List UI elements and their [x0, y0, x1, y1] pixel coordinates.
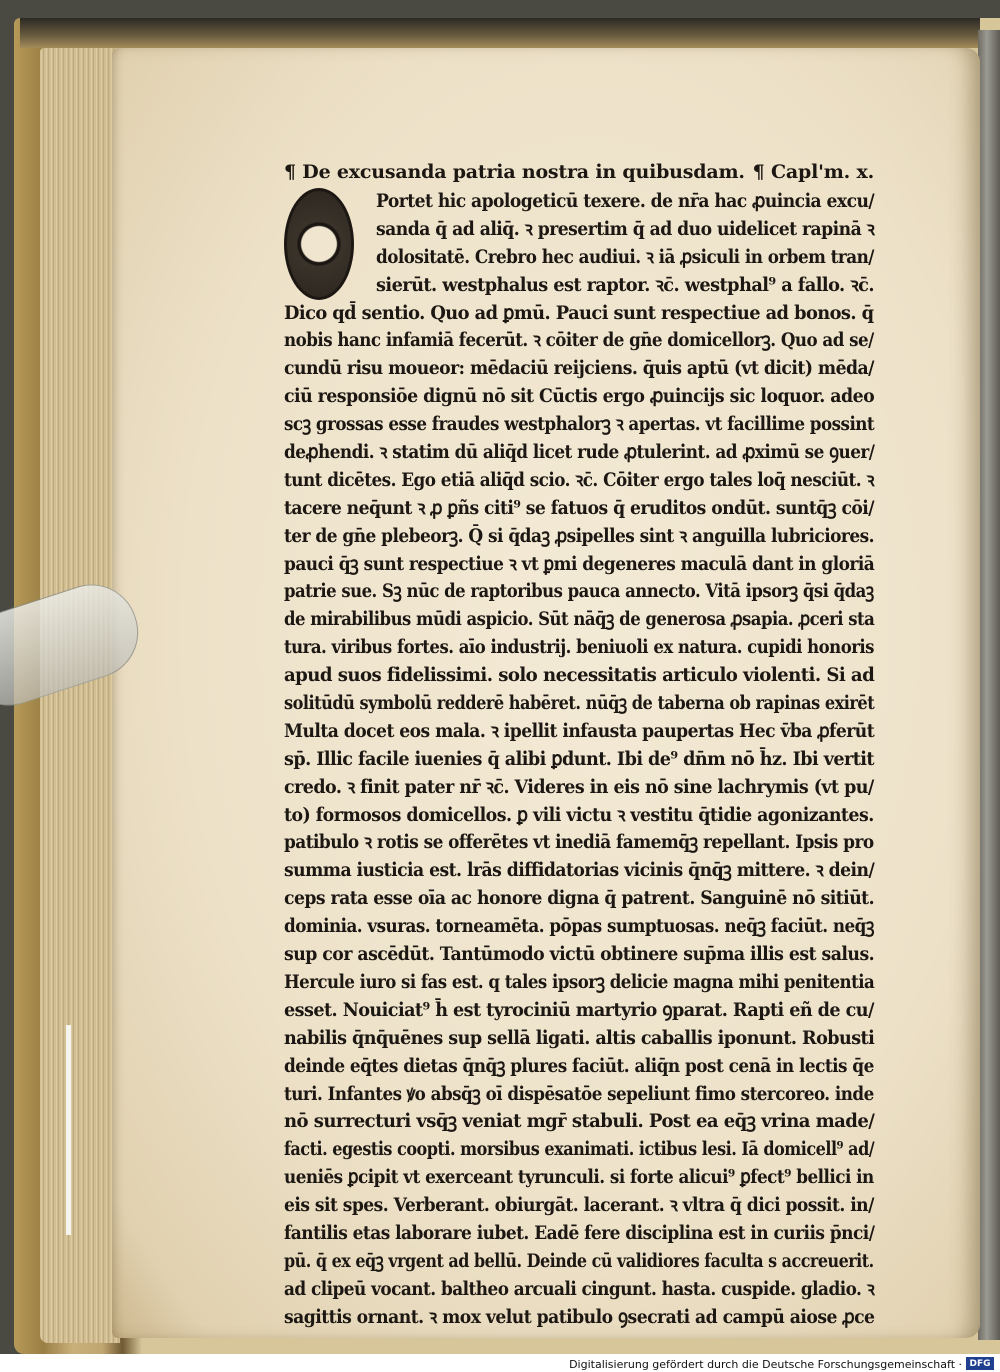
- text-line-content: ceps rata esse oīa ac honore digna q̄ patrent. Sanguinē nō sitiūt.: [284, 887, 875, 910]
- text-line-content: ueniēs ꝑcipit vt exerceant tyrunculi. si forte alicui⁹ ꝑfect⁹ bellici in: [284, 1166, 874, 1189]
- text-line-content: eis sit spes. Verberant. obiurgāt. lacerant. ꝛ vltra q̄ dici possit. in/: [284, 1194, 874, 1217]
- text-line-content: ter de gn̄e plebeorꝫ. Q̄ si q̄daꝫ ꝓsipelles sint ꝛ anguilla lubriciores.: [284, 524, 875, 547]
- text-line-content: dominia. vsuras. torneamēta. pōpas sumptuosas. neq̄ꝫ faciūt. neq̄ꝫ: [284, 915, 874, 938]
- footer-bar: [0, 1354, 1000, 1372]
- text-line: [284, 997, 874, 1025]
- chapter-heading: [284, 158, 874, 186]
- binding-strip: [978, 30, 1000, 1340]
- text-line: [284, 467, 874, 495]
- text-line: [284, 829, 874, 857]
- bookmark-strip: [66, 1025, 71, 1235]
- text-line-content: to) formosos domicellos. ꝑ vili victu ꝛ vestitu q̄tidie agonizantes.: [284, 803, 874, 826]
- text-line-content: Dico qd̄ sentio. Quo ad ꝑmū. Pauci sunt respectiue ad bonos. q̄: [284, 301, 874, 324]
- text-line: [284, 495, 874, 523]
- text-line: [284, 300, 874, 328]
- text-line-content: Hercule iuro si fas est. q tales ipsorꝫ delicie magna mihi penitentia: [284, 970, 875, 993]
- text-line-content: de mirabilibus mūdi aspicio. Sūt nāq̄ꝫ de generosa ꝓsapia. ꝓceri sta: [284, 608, 875, 631]
- text-line: [284, 327, 874, 355]
- text-line: [284, 1025, 874, 1053]
- text-line-content: tunt dicētes. Ego etiā aliq̄d scio. ꝛc̄. Cōiter ergo tales loq̄ nesciūt. ꝛ: [284, 468, 874, 491]
- text-line-content: ciū responsiōe dignū nō sit Cūctis ergo ꝓuincijs sic loquor. adeo: [284, 385, 875, 408]
- text-line-content: esset. Nouiciat⁹ h̄ est tyrociniū martyrio ꝯparat. Rapti eñ de cu/: [284, 998, 874, 1021]
- text-line: [284, 941, 874, 969]
- text-line: [284, 551, 874, 579]
- text-line-content: sup cor ascēdūt. Tantūmodo victū obtinere sup̄ma illis est salus.: [284, 943, 875, 966]
- text-line: [284, 272, 874, 300]
- text-line: [284, 662, 874, 690]
- text-line: [284, 718, 874, 746]
- heading-chapter-number: ¶ Capl'm. x.: [752, 161, 874, 183]
- page-edges: [40, 48, 120, 1343]
- text-line-content: cundū risu moueor: mēdaciū reijciens. q̄uis aptū (vt dicit) mēda/: [284, 357, 874, 380]
- text-line-content: deinde eq̄tes dietas q̄nq̄ꝫ plures faciūt. aliq̄n post cenā in lectis q̄e: [284, 1054, 874, 1077]
- text-line-content: nō surrecturi vsq̄ꝫ veniat mgr̄ stabuli. Post ea eq̄ꝫ vrina made/: [284, 1110, 875, 1133]
- heading-title: ¶ De excusanda patria nostra in quibusdam.: [284, 161, 745, 183]
- text-line-content: sanda q̄ ad aliq̄. ꝛ presertim q̄ ad duo uidelicet rapinā ꝛ: [376, 217, 875, 240]
- text-line: [284, 746, 874, 774]
- text-line: [284, 774, 874, 802]
- text-line: [284, 383, 874, 411]
- text-line-content: apud suos fidelissimi. solo necessitatis articulo violenti. Si ad: [284, 664, 875, 687]
- text-line: [284, 411, 874, 439]
- text-line-content: turi. Infantes ꝟo absq̄ꝫ oī dispēsatōe sepeliunt fimo stercoreo. inde: [284, 1082, 874, 1105]
- text-line-content: pauci q̄ꝫ sunt respectiue ꝛ vt ꝑmi degeneres maculā dant in gloriā: [284, 552, 875, 575]
- digitization-credit: Digitalisierung gefördert durch die Deutsche Forschungsgemeinschaft ·: [569, 1358, 962, 1371]
- text-line: [284, 690, 874, 718]
- text-line: [284, 1053, 874, 1081]
- text-line: [284, 1108, 874, 1136]
- decorated-initial: [284, 188, 354, 300]
- text-line: [284, 355, 874, 383]
- text-line-content: sierūt. westphalus est raptor. ꝛc̄. westphal⁹ a fallo. ꝛc̄.: [376, 273, 874, 296]
- text-line: [284, 216, 874, 244]
- text-line-content: tura. viribus fortes. aīo industrij. beniuoli ex natura. cupidi honoris: [284, 636, 874, 659]
- text-line-content: tacere neq̄unt ꝛ ꝓ ꝑñs citi⁹ se fatuos q̄ eruditos ondūt. suntq̄ꝫ cōi/: [284, 496, 875, 519]
- text-line: [284, 578, 874, 606]
- text-line: [284, 1164, 874, 1192]
- text-line: [284, 1136, 874, 1164]
- text-line-content: patrie sue. Sꝫ nūc de raptoribus pauca annecto. Vitā ipsorꝫ q̄si q̄daꝫ: [284, 580, 874, 603]
- text-block: [284, 158, 874, 1332]
- text-line-content: nabilis q̄nq̄uēnes sup sellā ligati. altis caballis iponunt. Robusti: [284, 1026, 875, 1049]
- text-line: [284, 188, 874, 216]
- text-line-content: facti. egestis coopti. morsibus exanimati. ictibus lesi. Iā domicell⁹ ad/: [284, 1138, 875, 1161]
- text-line: [284, 1220, 874, 1248]
- text-line-content: fantilis etas laborare iubet. Eadē fere disciplina est in curiis p̄nci/: [284, 1221, 875, 1244]
- text-line: [284, 969, 874, 997]
- text-line: [284, 802, 874, 830]
- text-line: [284, 606, 874, 634]
- text-line-content: sp̄. Illic facile iuenies q̄ alibi ꝑdunt. Ibi de⁹ dn̄m nō h̄z. Ibi vertit: [284, 747, 875, 770]
- text-line-content: credo. ꝛ finit pater nr̄ ꝛc̄. Videres in eis nō sine lachrymis (vt pu/: [284, 775, 874, 798]
- text-line: [284, 1248, 874, 1276]
- text-line: [284, 1192, 874, 1220]
- text-line-content: Multa docet eos mala. ꝛ ipellit infausta paupertas Hec v̄ba ꝓferūt: [284, 719, 875, 742]
- text-line: [284, 1276, 874, 1304]
- body-text: [284, 188, 874, 1332]
- text-line-content: solitūdū symbolū redderē habēret. nūq̄ꝫ de taberna ob rapinas exirēt: [284, 692, 875, 715]
- text-line: [284, 1304, 874, 1332]
- text-line-content: nobis hanc infamiā fecerūt. ꝛ cōiter de gn̄e domicellorꝫ. Quo ad se/: [284, 329, 874, 352]
- text-line-content: Portet hic apologeticū texere. de nr̄a hac ꝓuincia excu/: [376, 190, 875, 212]
- text-line-content: sagittis ornant. ꝛ mox velut patibulo ꝯsecrati ad campū aiose ꝓce: [284, 1305, 875, 1328]
- text-line-content: deꝓhendi. ꝛ statim dū aliq̄d licet rude ꝓtulerint. ad ꝓximū se ꝯuer/: [284, 441, 875, 464]
- text-line: [284, 1081, 874, 1109]
- text-line-content: scꝫ grossas esse fraudes westphalorꝫ ꝛ apertas. vt facillime possint: [284, 413, 875, 436]
- dfg-logo: DFG: [966, 1357, 994, 1370]
- text-line: [284, 244, 874, 272]
- text-line: [284, 913, 874, 941]
- initial-letter: [287, 191, 351, 297]
- text-line: [284, 523, 874, 551]
- text-line: [284, 857, 874, 885]
- text-line: [284, 634, 874, 662]
- text-line: [284, 885, 874, 913]
- text-line-content: summa iusticia est. lrās diffidatorias vicinis q̄nq̄ꝫ mittere. ꝛ dein/: [284, 859, 875, 882]
- text-line-content: patibulo ꝛ rotis se offerētes vt inediā famemq̄ꝫ repellant. Ipsis pro: [284, 831, 874, 854]
- book-top-edge: [20, 18, 980, 48]
- text-line-content: dolositatē. Crebro hec audiui. ꝛ iā ꝓsiculi in orbem tran/: [376, 245, 874, 268]
- text-line: [284, 439, 874, 467]
- text-line-content: ad clipeū vocant. baltheo arcuali cingunt. hasta. cuspide. gladio. ꝛ: [284, 1277, 875, 1300]
- text-line-content: pū. q̄ ex eq̄ꝫ vrgent ad bellū. Deinde cū validiores faculta s accreuerit.: [284, 1249, 874, 1272]
